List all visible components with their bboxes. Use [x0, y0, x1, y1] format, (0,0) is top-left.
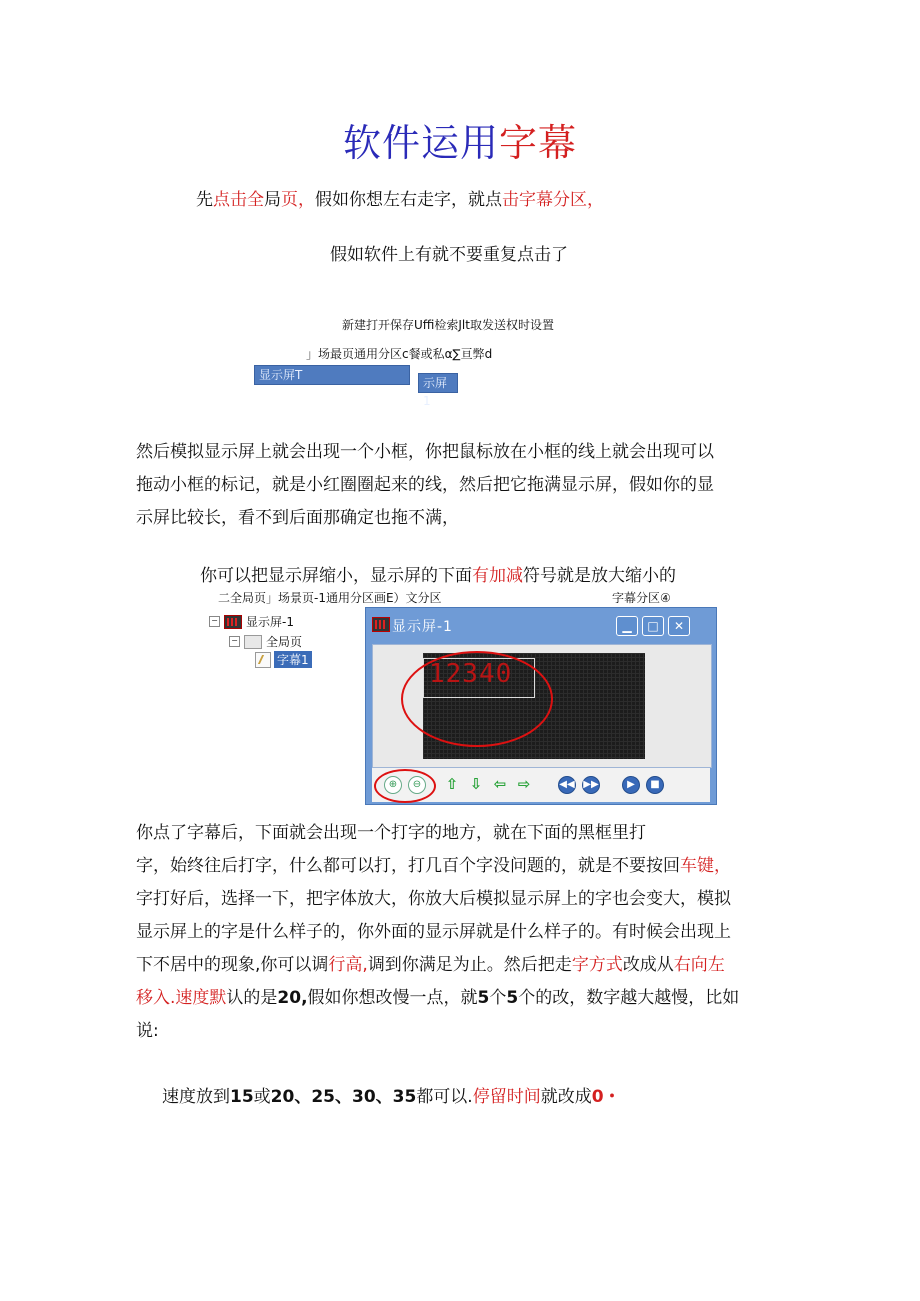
collapse-icon[interactable]: − — [229, 636, 240, 647]
highlighted-text: 停留时间 — [472, 1087, 541, 1107]
highlighted-text: 有加减 — [472, 566, 523, 586]
paragraph-2 — [136, 817, 786, 1048]
text-run: 5 — [477, 988, 490, 1008]
title-part-1: 软件运用 — [342, 121, 499, 165]
text-run: 20、25、30、35 — [270, 1087, 417, 1107]
paragraph-2-line — [136, 949, 786, 982]
text-run: 局 — [264, 190, 281, 210]
tree-child-label: 全局页 — [266, 635, 303, 649]
paragraph-2-line — [136, 916, 786, 949]
stop-icon[interactable]: ■ — [646, 776, 664, 794]
tree-leaf-label: 字幕1 — [274, 651, 312, 668]
text-run: 速度放到 — [162, 1087, 230, 1107]
speed-line — [162, 1082, 621, 1107]
window-body — [372, 644, 712, 768]
text-run: 说: — [136, 1021, 159, 1041]
subtitle-icon — [255, 652, 271, 668]
highlighted-text: 0・ — [591, 1087, 621, 1107]
text-run: 下不居中的现象,你可以调 — [136, 955, 329, 975]
text-run: 显示屏上的字是什么样子的，你外面的显示屏就是什么样子的。有时候会出现上 — [136, 922, 731, 942]
highlighted-text: 右向左 — [673, 955, 725, 975]
highlighted-text: 车键， — [680, 856, 731, 876]
play-icon[interactable]: ▶ — [622, 776, 640, 794]
tab-row: 」场最页通用分区c餐或私α∑亘弊d — [306, 347, 493, 361]
figure-caption-left: 二全局页」场景页-1通用分区画E）文分区 — [218, 591, 442, 605]
zoom-out-icon[interactable]: ⊖ — [408, 776, 426, 794]
text-run: 改成从 — [622, 955, 674, 975]
zoom-in-icon[interactable]: ⊕ — [384, 776, 402, 794]
paragraph-2-line — [136, 883, 786, 916]
led-screen-icon — [372, 617, 390, 632]
text-run: 假如你想左右走字，就点 — [315, 190, 502, 210]
paragraph-2-line — [136, 817, 786, 850]
display-screen-box[interactable]: 显示屏T — [254, 365, 410, 385]
window-toolbar — [372, 768, 710, 802]
figure-caption-right: 字幕分区④ — [612, 591, 671, 605]
text-run: 都可以. — [416, 1087, 473, 1107]
text-run: 先 — [196, 190, 213, 210]
text-run: 或 — [253, 1087, 271, 1107]
title-part-2: 字幕 — [499, 121, 578, 165]
arrow-right-icon[interactable]: ⇨ — [517, 775, 531, 793]
window-title: 显示屏-1 — [392, 619, 453, 635]
intro-line-2: 假如软件上有就不要重复点击了 — [330, 245, 568, 265]
text-run: 字，始终往后打字，什么都可以打，打几百个字没问题的，就是不要按回 — [136, 856, 680, 876]
text-run: 字打好后，选择一下，把字体放大，你放大后模拟显示屏上的字也会变大，模拟 — [136, 889, 731, 909]
paragraph-1-line: 示屏比较长，看不到后面那确定也拖不满， — [136, 508, 459, 528]
led-screen-icon — [224, 615, 242, 629]
text-run: 你可以把显示屏缩小，显示屏的下面 — [200, 566, 472, 586]
arrow-left-icon[interactable]: ⇦ — [493, 775, 507, 793]
minimize-button[interactable]: ▁ — [616, 616, 638, 636]
page-title — [0, 112, 920, 167]
text-run: 个的改，数字越大越慢，比如 — [518, 988, 740, 1008]
arrow-down-icon[interactable]: ⇩ — [469, 775, 483, 793]
collapse-icon[interactable]: − — [209, 616, 220, 627]
highlighted-text: 行高, — [328, 955, 368, 975]
paragraph-1-line: 拖动小框的标记，就是小红圈圈起来的线，然后把它拖满显示屏，假如你的显 — [136, 475, 714, 495]
paragraph-2-line — [136, 982, 786, 1015]
arrow-up-icon[interactable]: ⇧ — [445, 775, 459, 793]
red-circle-annotation — [401, 651, 553, 747]
intro-line-1 — [196, 185, 604, 210]
text-run: 5 — [506, 988, 519, 1008]
highlighted-text: 点击全 — [213, 190, 264, 210]
highlighted-text: 页， — [281, 190, 315, 210]
software-screenshot — [205, 607, 717, 805]
paragraph-2-line — [136, 850, 786, 883]
highlighted-text: 击字幕分区， — [502, 190, 604, 210]
led-text: 12340 — [429, 659, 513, 689]
folder-icon — [244, 635, 262, 649]
paragraph-1 — [136, 436, 786, 535]
paragraph-2-line — [136, 1015, 786, 1048]
tree-root-label: 显示屏-1 — [246, 615, 294, 629]
text-run: 20, — [277, 988, 308, 1008]
text-run: 假如你想改慢一点，就 — [307, 988, 478, 1008]
zoom-hint-line — [200, 561, 676, 586]
text-run: 调到你满足为止。然后把走 — [367, 955, 572, 975]
tree-panel — [205, 609, 365, 799]
tree-node-root[interactable] — [209, 613, 294, 630]
paragraph-1-line: 然后模拟显示屏上就会出现一个小框，你把鼠标放在小框的线上就会出现可以 — [136, 442, 714, 462]
text-run: 15 — [230, 1087, 254, 1107]
text-run: 就改成 — [540, 1087, 592, 1107]
forward-icon[interactable]: ▶▶ — [582, 776, 600, 794]
simulated-display-window — [365, 607, 717, 805]
tree-node-child[interactable] — [229, 633, 302, 650]
rewind-icon[interactable]: ◀◀ — [558, 776, 576, 794]
highlighted-text: 移入.速度默 — [136, 988, 227, 1008]
tree-node-leaf[interactable] — [255, 651, 312, 668]
text-run: 你点了字幕后，下面就会出现一个打字的地方，就在下面的黑框里打 — [136, 823, 646, 843]
text-run: 个 — [489, 988, 507, 1008]
menu-row: 新建打开保存Uffi检索Jlt取发送权时设置 — [342, 318, 554, 332]
maximize-button[interactable]: □ — [642, 616, 664, 636]
text-run: 认的是 — [226, 988, 278, 1008]
display-screen-box-2[interactable]: 示屏1 — [418, 373, 458, 393]
highlighted-text: 字方式 — [571, 955, 623, 975]
text-run: 符号就是放大缩小的 — [523, 566, 676, 586]
close-button[interactable]: ✕ — [668, 616, 690, 636]
